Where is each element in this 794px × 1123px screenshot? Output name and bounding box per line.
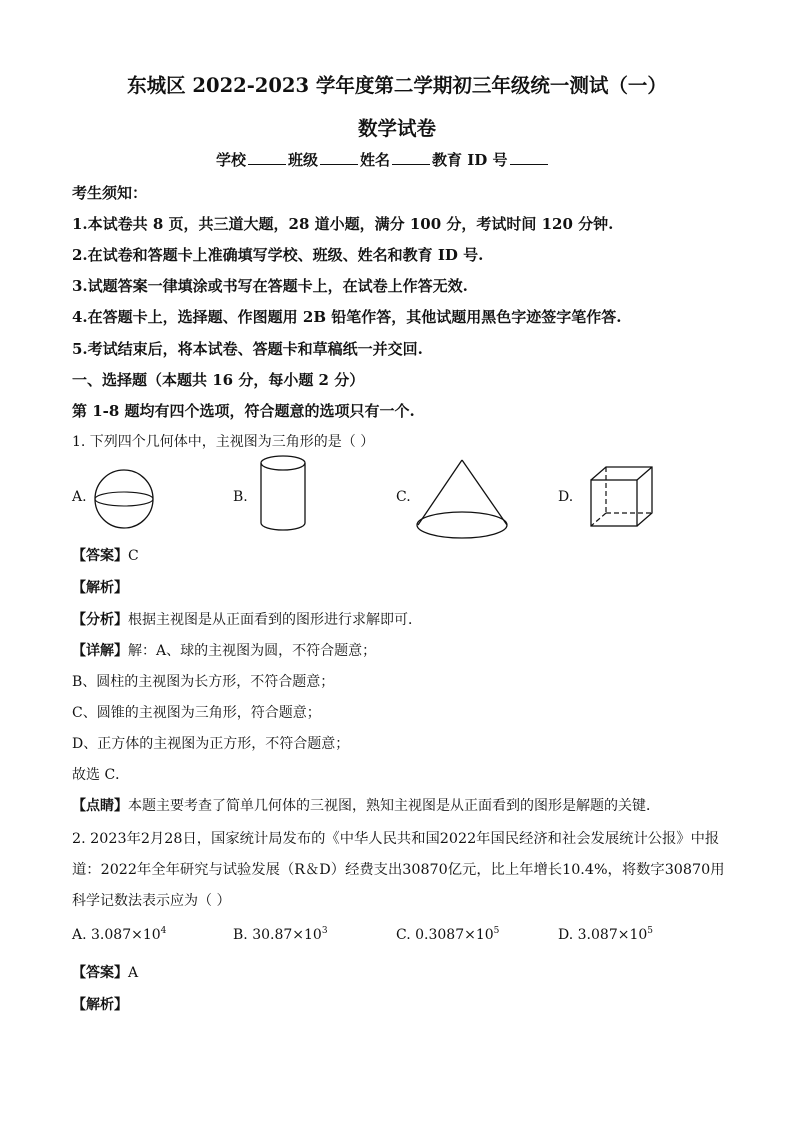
- answer-value: C: [128, 548, 139, 564]
- fenxi-tag: 【分析】: [72, 612, 128, 628]
- edu-id-label: 教育 ID 号: [432, 151, 508, 169]
- info-fields: [216, 149, 550, 170]
- edu-id-blank[interactable]: [510, 150, 548, 165]
- dianjing-text: 本题主要考查了简单几何体的三视图，熟知主视图是从正面看到的图形是解题的关键．: [128, 798, 660, 814]
- q2-analysis-tag: 【解析】: [72, 997, 128, 1013]
- notice-item: 2.在试卷和答题卡上准确填写学校、班级、姓名和教育 ID 号.: [72, 246, 484, 264]
- cube-figure: [586, 464, 658, 530]
- q1-option-c-label: C.: [396, 489, 411, 505]
- question-1-stem: 1. 下列四个几何体中，主视图为三角形的是（ ）: [72, 434, 375, 450]
- section-instruction: 第 1-8 题均有四个选项，符合题意的选项只有一个.: [72, 402, 415, 420]
- question-2-stem-line: 道：2022年全年研究与试验发展（R＆D）经费支出30870亿元，比上年增长10.4%，将数字30870用: [72, 862, 725, 878]
- q1-detail-line: B、圆柱的主视图为长方形，不符合题意；: [72, 674, 335, 690]
- option-label: D.: [558, 927, 574, 943]
- option-exponent: 3: [321, 926, 328, 936]
- notice-item: 1.本试卷共 8 页，共三道大题，28 道小题，满分 100 分，考试时间 120 分钟.: [72, 215, 614, 233]
- q1-answer: [72, 545, 139, 565]
- option-mantissa: 0.3087×10: [415, 927, 494, 943]
- school-label: 学校: [216, 151, 247, 169]
- option-mantissa: 3.087×10: [91, 927, 161, 943]
- q1-detail-line: C、圆锥的主视图为三角形，符合题意；: [72, 705, 321, 721]
- xiangjie-tag: 【详解】: [72, 643, 128, 659]
- q1-analysis-tag: 【解析】: [72, 580, 128, 596]
- q2-option-c: [396, 927, 499, 943]
- notice-item: 5.考试结束后，将本试卷、答题卡和草稿纸一并交回.: [72, 340, 423, 358]
- option-label: A.: [72, 927, 87, 943]
- answer-tag: 【答案】: [72, 548, 128, 564]
- q1-xiangjie: [72, 640, 376, 660]
- exam-subtitle: 数学试卷: [357, 117, 436, 140]
- question-2-stem-line: 2. 2023年2月28日，国家统计局发布的《中华人民共和国2022年国民经济和社会发展统计公报》中报: [72, 831, 720, 847]
- xiangjie-text: 解：A、球的主视图为圆，不符合题意；: [128, 643, 377, 659]
- class-blank[interactable]: [320, 150, 358, 165]
- dianjing-tag: 【点睛】: [72, 798, 128, 814]
- option-exponent: 5: [647, 926, 653, 936]
- option-mantissa: 3.087×10: [577, 927, 648, 943]
- answer-tag: 【答案】: [72, 965, 128, 981]
- name-blank[interactable]: [392, 150, 430, 165]
- q1-option-d-label: D.: [558, 489, 574, 505]
- q2-answer: [72, 962, 138, 982]
- school-blank[interactable]: [248, 150, 286, 165]
- q1-option-b-label: B.: [233, 489, 248, 505]
- class-label: 班级: [288, 151, 319, 169]
- q1-detail-line: D、正方体的主视图为正方形，不符合题意；: [72, 736, 350, 752]
- cylinder-figure: [258, 455, 314, 533]
- q2-option-d: [558, 927, 653, 943]
- option-label: B.: [233, 927, 248, 943]
- name-label: 姓名: [360, 151, 391, 169]
- fenxi-text: 根据主视图是从正面看到的图形进行求解即可．: [128, 612, 422, 628]
- q1-option-a-label: A.: [72, 489, 87, 505]
- notice-item: 3.试题答案一律填涂或书写在答题卡上，在试卷上作答无效.: [72, 277, 468, 295]
- q1-detail-line: 故选 C．: [72, 767, 130, 783]
- option-exponent: 4: [160, 926, 167, 936]
- q1-dianjing: [72, 795, 660, 815]
- notice-heading: 考生须知：: [72, 184, 148, 202]
- option-exponent: 5: [493, 926, 500, 936]
- exam-title: 东城区 2022-2023 学年度第二学期初三年级统一测试（一）: [127, 74, 667, 97]
- notice-item: 4.在答题卡上，选择题、作图题用 2B 铅笔作答，其他试题用黑色字迹签字笔作答.: [72, 308, 622, 326]
- q2-option-a: [72, 927, 166, 943]
- answer-value: A: [128, 965, 139, 981]
- option-label: C.: [396, 927, 411, 943]
- question-2-stem-line: 科学记数法表示应为（ ）: [72, 893, 231, 909]
- q1-fenxi: [72, 609, 422, 629]
- cone-figure: [416, 458, 512, 540]
- q2-option-b: [233, 927, 328, 943]
- sphere-figure: [92, 468, 162, 530]
- section-heading: 一、选择题（本题共 16 分，每小题 2 分）: [72, 371, 365, 389]
- option-mantissa: 30.87×10: [252, 927, 322, 943]
